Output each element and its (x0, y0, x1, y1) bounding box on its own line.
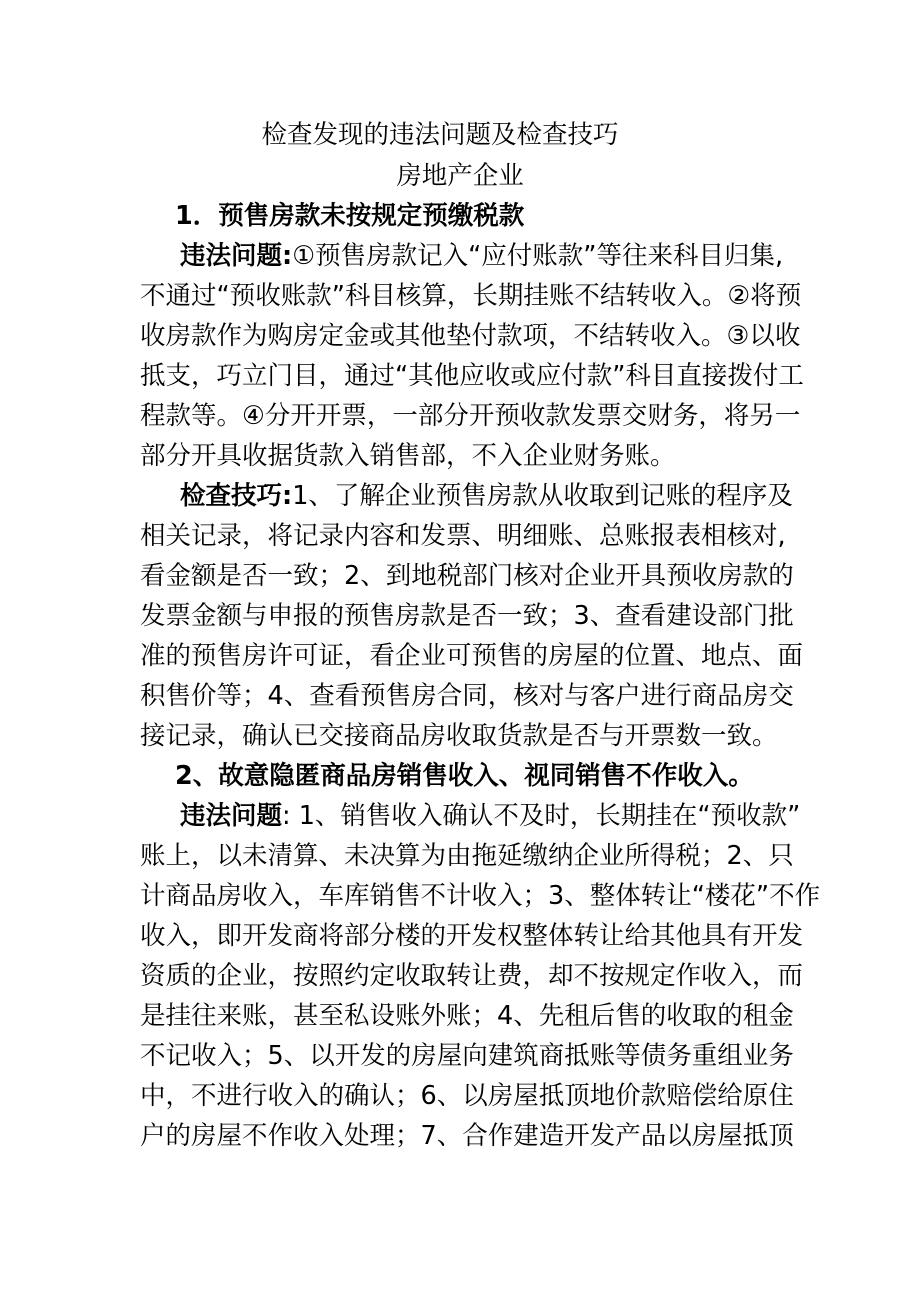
paragraph-line: 资质的企业，按照约定收取转让费，却不按规定作收入，而 (140, 961, 804, 991)
paragraph-line: 中，不进行收入的确认；6、以房屋抵顶地价款赔偿给原住 (140, 1081, 794, 1111)
paragraph-text: : 1、销售收入确认不及时，长期挂在“预收款” (282, 801, 801, 831)
paragraph-lead-label: 违法问题: (180, 241, 293, 271)
paragraph-text: 1、了解企业预售房款从收取到记账的程序及 (292, 481, 793, 511)
paragraph-line: 程款等。④分开开票，一部分开预收款发票交财务，将另一 (140, 401, 801, 431)
paragraph-line: 积售价等；4、查看预售房合同，核对与客户进行商品房交 (140, 681, 794, 711)
paragraph-line: 收房款作为购房定金或其他垫付款项，不结转收入。③以收 (140, 321, 801, 351)
paragraph-line: 计商品房收入，车库销售不计收入；3、整体转让“楼花”不作 (140, 881, 821, 911)
paragraph-lead-label: 检查技巧: (180, 481, 293, 511)
paragraph-line (180, 796, 801, 836)
section-heading: 2、故意隐匿商品房销售收入、视同销售不作收入。 (175, 761, 754, 791)
paragraph-line: 接记录，确认已交接商品房收取货款是否与开票数一致。 (140, 721, 778, 751)
document-subtitle: 房地产企业 (396, 161, 524, 191)
paragraph-line: 部分开具收据货款入销售部，不入企业财务账。 (140, 441, 676, 471)
paragraph-lead-label: 违法问题 (180, 801, 283, 831)
section-heading: 1．预售房款未按规定预缴税款 (175, 201, 525, 231)
paragraph-line: 户的房屋不作收入处理；7、合作建造开发产品以房屋抵顶 (140, 1121, 794, 1151)
paragraph-line: 相关记录，将记录内容和发票、明细账、总账报表相核对, (140, 521, 786, 551)
paragraph-line (180, 476, 793, 516)
paragraph-line: 发票金额与申报的预售房款是否一致；3、查看建设部门批 (140, 601, 794, 631)
paragraph-line: 不通过“预收账款”科目核算，长期挂账不结转收入。②将预 (140, 281, 802, 311)
paragraph-line: 看金额是否一致；2、到地税部门核对企业开具预收房款的 (140, 561, 794, 591)
paragraph-line: 准的预售房许可证，看企业可预售的房屋的位置、地点、面 (140, 641, 804, 671)
paragraph-text: ①预售房款记入“应付账款”等往来科目归集, (292, 241, 784, 271)
paragraph-line: 收入，即开发商将部分楼的开发权整体转让给其他具有开发 (140, 921, 804, 951)
document-title: 检查发现的违法问题及检查技巧 (261, 120, 619, 150)
paragraph-line: 不记收入；5、以开发的房屋向建筑商抵账等债务重组业务 (140, 1041, 794, 1071)
paragraph-line (180, 236, 782, 276)
paragraph-line: 抵支，巧立门目，通过“其他应收或应付款”科目直接拨付工 (140, 361, 804, 391)
paragraph-line: 账上，以未清算、未决算为由拖延缴纳企业所得税；2、只 (140, 841, 794, 871)
paragraph-line: 是挂往来账，甚至私设账外账；4、先租后售的收取的租金 (140, 1001, 794, 1031)
